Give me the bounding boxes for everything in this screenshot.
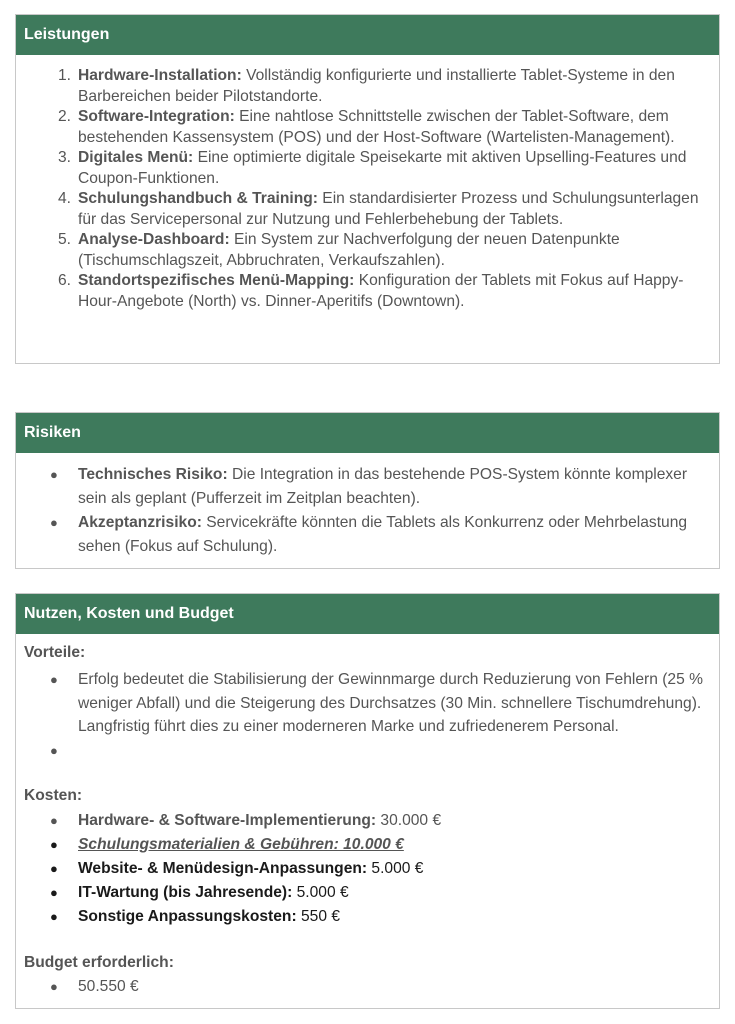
item-label: Technisches Risiko: (78, 466, 228, 483)
bullet-icon: ● (50, 909, 58, 924)
list-number: 4. (57, 190, 71, 207)
item-label: Hardware-Installation: (78, 67, 242, 84)
list-number: 1. (57, 67, 71, 84)
bullet-icon: ● (50, 813, 58, 828)
item-text: Konfiguration der Tablets mit Fokus auf Happy-Hour-Angebote (North) vs. Dinner-Aperitifs (Downtown). (78, 272, 684, 310)
vorteile-heading: Vorteile: (24, 644, 86, 661)
item-text: Eine nahtlose Schnittstelle zwischen der Tablet-Software, dem bestehenden Kassensystem (POS) und der Host-Software (Wartelisten-Management). (78, 108, 675, 146)
list-item (16, 975, 719, 999)
list-item (16, 107, 719, 148)
leistungen-header: Leistungen (16, 15, 719, 55)
list-item (16, 148, 719, 189)
list-item (16, 189, 719, 230)
leistungen-section (15, 14, 720, 364)
list-number: 3. (57, 149, 71, 166)
item-label: Schulungshandbuch & Training: (78, 190, 318, 207)
bullet-icon: ● (50, 467, 58, 482)
deliverables-list (16, 66, 719, 312)
item-text: Servicekräfte könnten die Tablets als Konkurrenz oder Mehrbelastung sehen (Fokus auf Schulung). (78, 514, 688, 555)
risiken-section (15, 412, 720, 569)
list-item (16, 511, 719, 559)
item-label: Standortspezifisches Menü-Mapping: (78, 272, 355, 289)
item-value: 550 € (296, 908, 340, 925)
item-value: 5.000 € (367, 860, 424, 877)
cost-list (16, 809, 719, 929)
list-number: 2. (57, 108, 71, 125)
risiken-header: Risiken (16, 413, 719, 453)
bullet-icon: ● (50, 837, 58, 852)
risk-list (16, 463, 719, 559)
item-label: IT-Wartung (bis Jahresende): (78, 884, 293, 901)
item-label: Sonstige Anpassungskosten: (78, 908, 297, 925)
list-number: 5. (57, 231, 71, 248)
budget-heading: Budget erforderlich: (24, 954, 174, 971)
list-item (16, 857, 719, 881)
item-text: Ein System zur Nachverfolgung der neuen Datenpunkte (Tischumschlagszeit, Abbruchraten, Verkaufszahlen). (78, 231, 620, 269)
bullet-icon: ● (50, 885, 58, 900)
nutzen-header: Nutzen, Kosten und Budget (16, 594, 719, 634)
bullet-icon: ● (50, 861, 58, 876)
item-label: Hardware- & Software-Implementierung: (78, 812, 377, 829)
item-label: Digitales Menü: (78, 149, 194, 166)
list-item (16, 833, 719, 857)
item-text: Eine optimierte digitale Speisekarte mit aktiven Upselling-Features und Coupon-Funktionen. (78, 149, 687, 187)
item-text: Vollständig konfigurierte und installierte Tablet-Systeme in den Barbereichen beider Pilotstandorte. (78, 67, 675, 105)
list-item (16, 463, 719, 511)
item-text: Erfolg bedeutet die Stabilisierung der Gewinnmarge durch Reduzierung von Fehlern (25 % weniger Abfall) und die Steigerung des Durchsatzes (30 Min. schnellere Tischumdrehung). Langfristig führt dies zu einer moderneren Marke und zufriedenerem Personal. (78, 671, 703, 735)
budget-list (16, 975, 719, 999)
list-item (16, 809, 719, 833)
item-label: Akzeptanzrisiko: (78, 514, 202, 531)
nutzen-section (15, 593, 720, 1009)
list-item (16, 271, 719, 312)
bullet-icon: ● (50, 742, 58, 758)
bullet-icon: ● (50, 672, 58, 687)
item-label: Website- & Menüdesign-Anpassungen: (78, 860, 368, 877)
list-number: 6. (57, 272, 71, 289)
list-item (16, 668, 719, 739)
list-item (16, 230, 719, 271)
item-label: Analyse-Dashboard: (78, 231, 230, 248)
item-label: Schulungsmaterialien & Gebühren: 10.000 € (78, 836, 404, 853)
list-item (16, 739, 719, 763)
bullet-icon: ● (50, 979, 58, 994)
bullet-icon: ● (50, 515, 58, 530)
item-value: 5.000 € (292, 884, 349, 901)
item-text: Ein standardisierter Prozess und Schulungsunterlagen für das Servicepersonal zur Nutzung und Fehlerbehebung der Tablets. (78, 190, 699, 228)
list-item (16, 66, 719, 107)
budget-value: 50.550 € (78, 978, 139, 995)
kosten-heading: Kosten: (24, 787, 83, 804)
item-value: 30.000 € (376, 812, 442, 829)
list-item (16, 881, 719, 905)
list-item (16, 905, 719, 929)
item-label: Software-Integration: (78, 108, 235, 125)
benefit-list (16, 668, 719, 763)
item-text: Die Integration in das bestehende POS-System könnte komplexer sein als geplant (Pufferzeit im Zeitplan beachten). (78, 466, 688, 507)
